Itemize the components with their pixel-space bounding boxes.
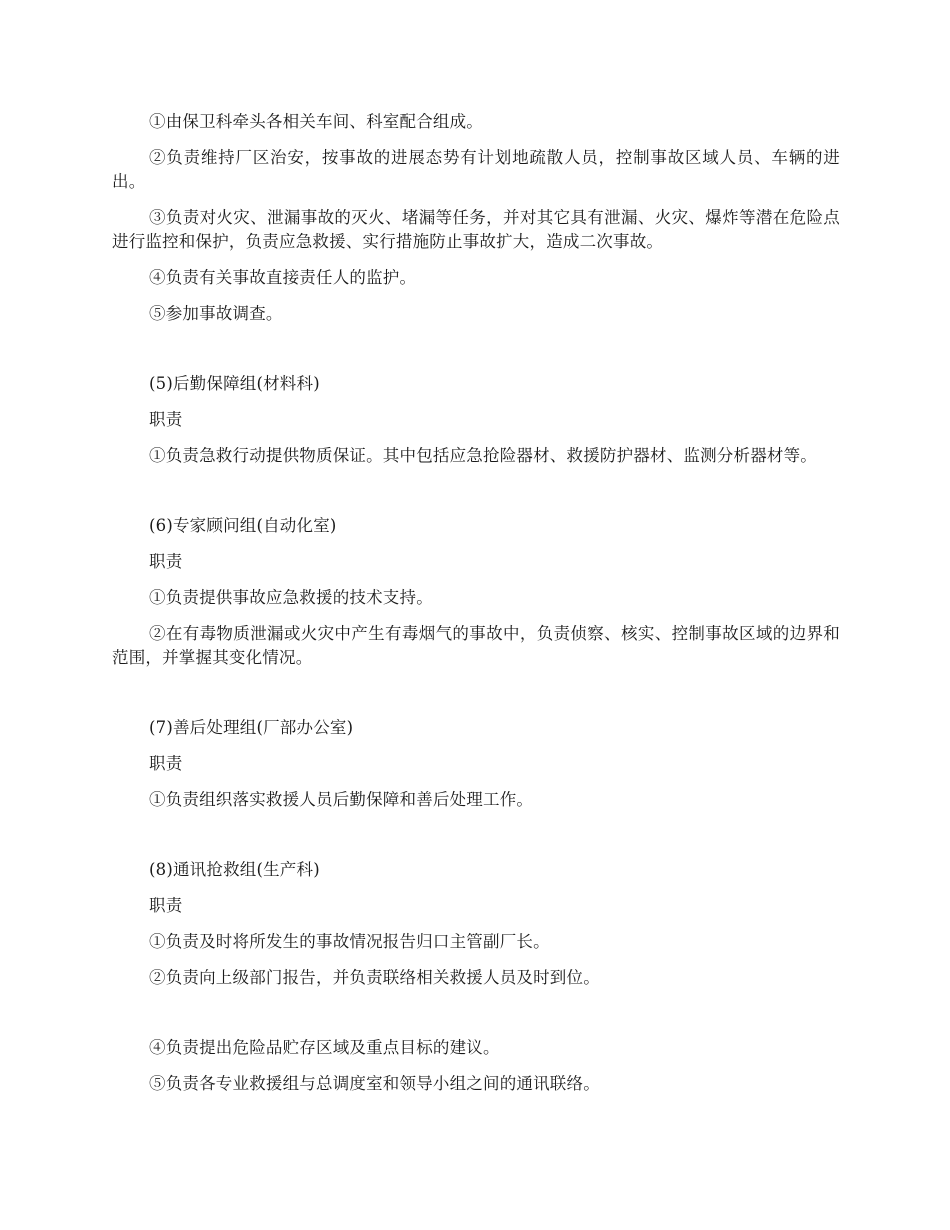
duties-label: 职责 (149, 410, 183, 429)
section-gap (112, 1002, 840, 1036)
section-heading-communication: (8)通讯抢救组(生产科) (149, 860, 320, 879)
paragraph-item-aftermath-1: ①负责组织落实救援人员后勤保障和善后处理工作。 (149, 790, 534, 809)
section-gap (112, 338, 840, 372)
section-gap (112, 824, 840, 858)
paragraph-item-4: ④负责有关事故直接责任人的监护。 (149, 268, 417, 287)
paragraph-item-communication-4: ④负责提出危险品贮存区域及重点目标的建议。 (149, 1038, 500, 1057)
paragraph-item-expert-1: ①负责提供事故应急救援的技术支持。 (149, 588, 433, 607)
paragraph-item-communication-5: ⑤负责各专业救援组与总调度室和领导小组之间的通讯联络。 (149, 1074, 600, 1093)
duties-label: 职责 (149, 896, 183, 915)
paragraph-item-communication-1: ①负责及时将所发生的事故情况报告归口主管副厂长。 (149, 932, 550, 951)
paragraph-item-5: ⑤参加事故调查。 (149, 304, 283, 323)
paragraph-item-2: ②负责维持厂区治安，按事故的进展态势有计划地疏散人员，控制事故区域人员、车辆的进出。 (112, 148, 840, 191)
paragraph-item-communication-2: ②负责向上级部门报告，并负责联络相关救援人员及时到位。 (149, 968, 600, 987)
document-page (112, 110, 840, 1108)
section-heading-aftermath: (7)善后处理组(厂部办公室) (149, 718, 354, 737)
paragraph-item-3: ③负责对火灾、泄漏事故的灭火、堵漏等任务，并对其它具有泄漏、火灾、爆炸等潜在危险点进行监控和保护，负责应急救援、实行措施防止事故扩大，造成二次事故。 (112, 208, 840, 251)
paragraph-item-logistics-1: ①负责急救行动提供物质保证。其中包括应急抢险器材、救援防护器材、监测分析器材等。 (149, 446, 817, 465)
section-gap (112, 480, 840, 514)
paragraph-item-expert-2: ②在有毒物质泄漏或火灾中产生有毒烟气的事故中，负责侦察、核实、控制事故区域的边界和范围，并掌握其变化情况。 (112, 624, 840, 667)
duties-label: 职责 (149, 552, 183, 571)
paragraph-item-1: ①由保卫科牵头各相关车间、科室配合组成。 (149, 112, 483, 131)
section-gap (112, 682, 840, 716)
section-heading-expert: (6)专家顾问组(自动化室) (149, 516, 337, 535)
duties-label: 职责 (149, 754, 183, 773)
section-heading-logistics: (5)后勤保障组(材料科) (149, 374, 320, 393)
